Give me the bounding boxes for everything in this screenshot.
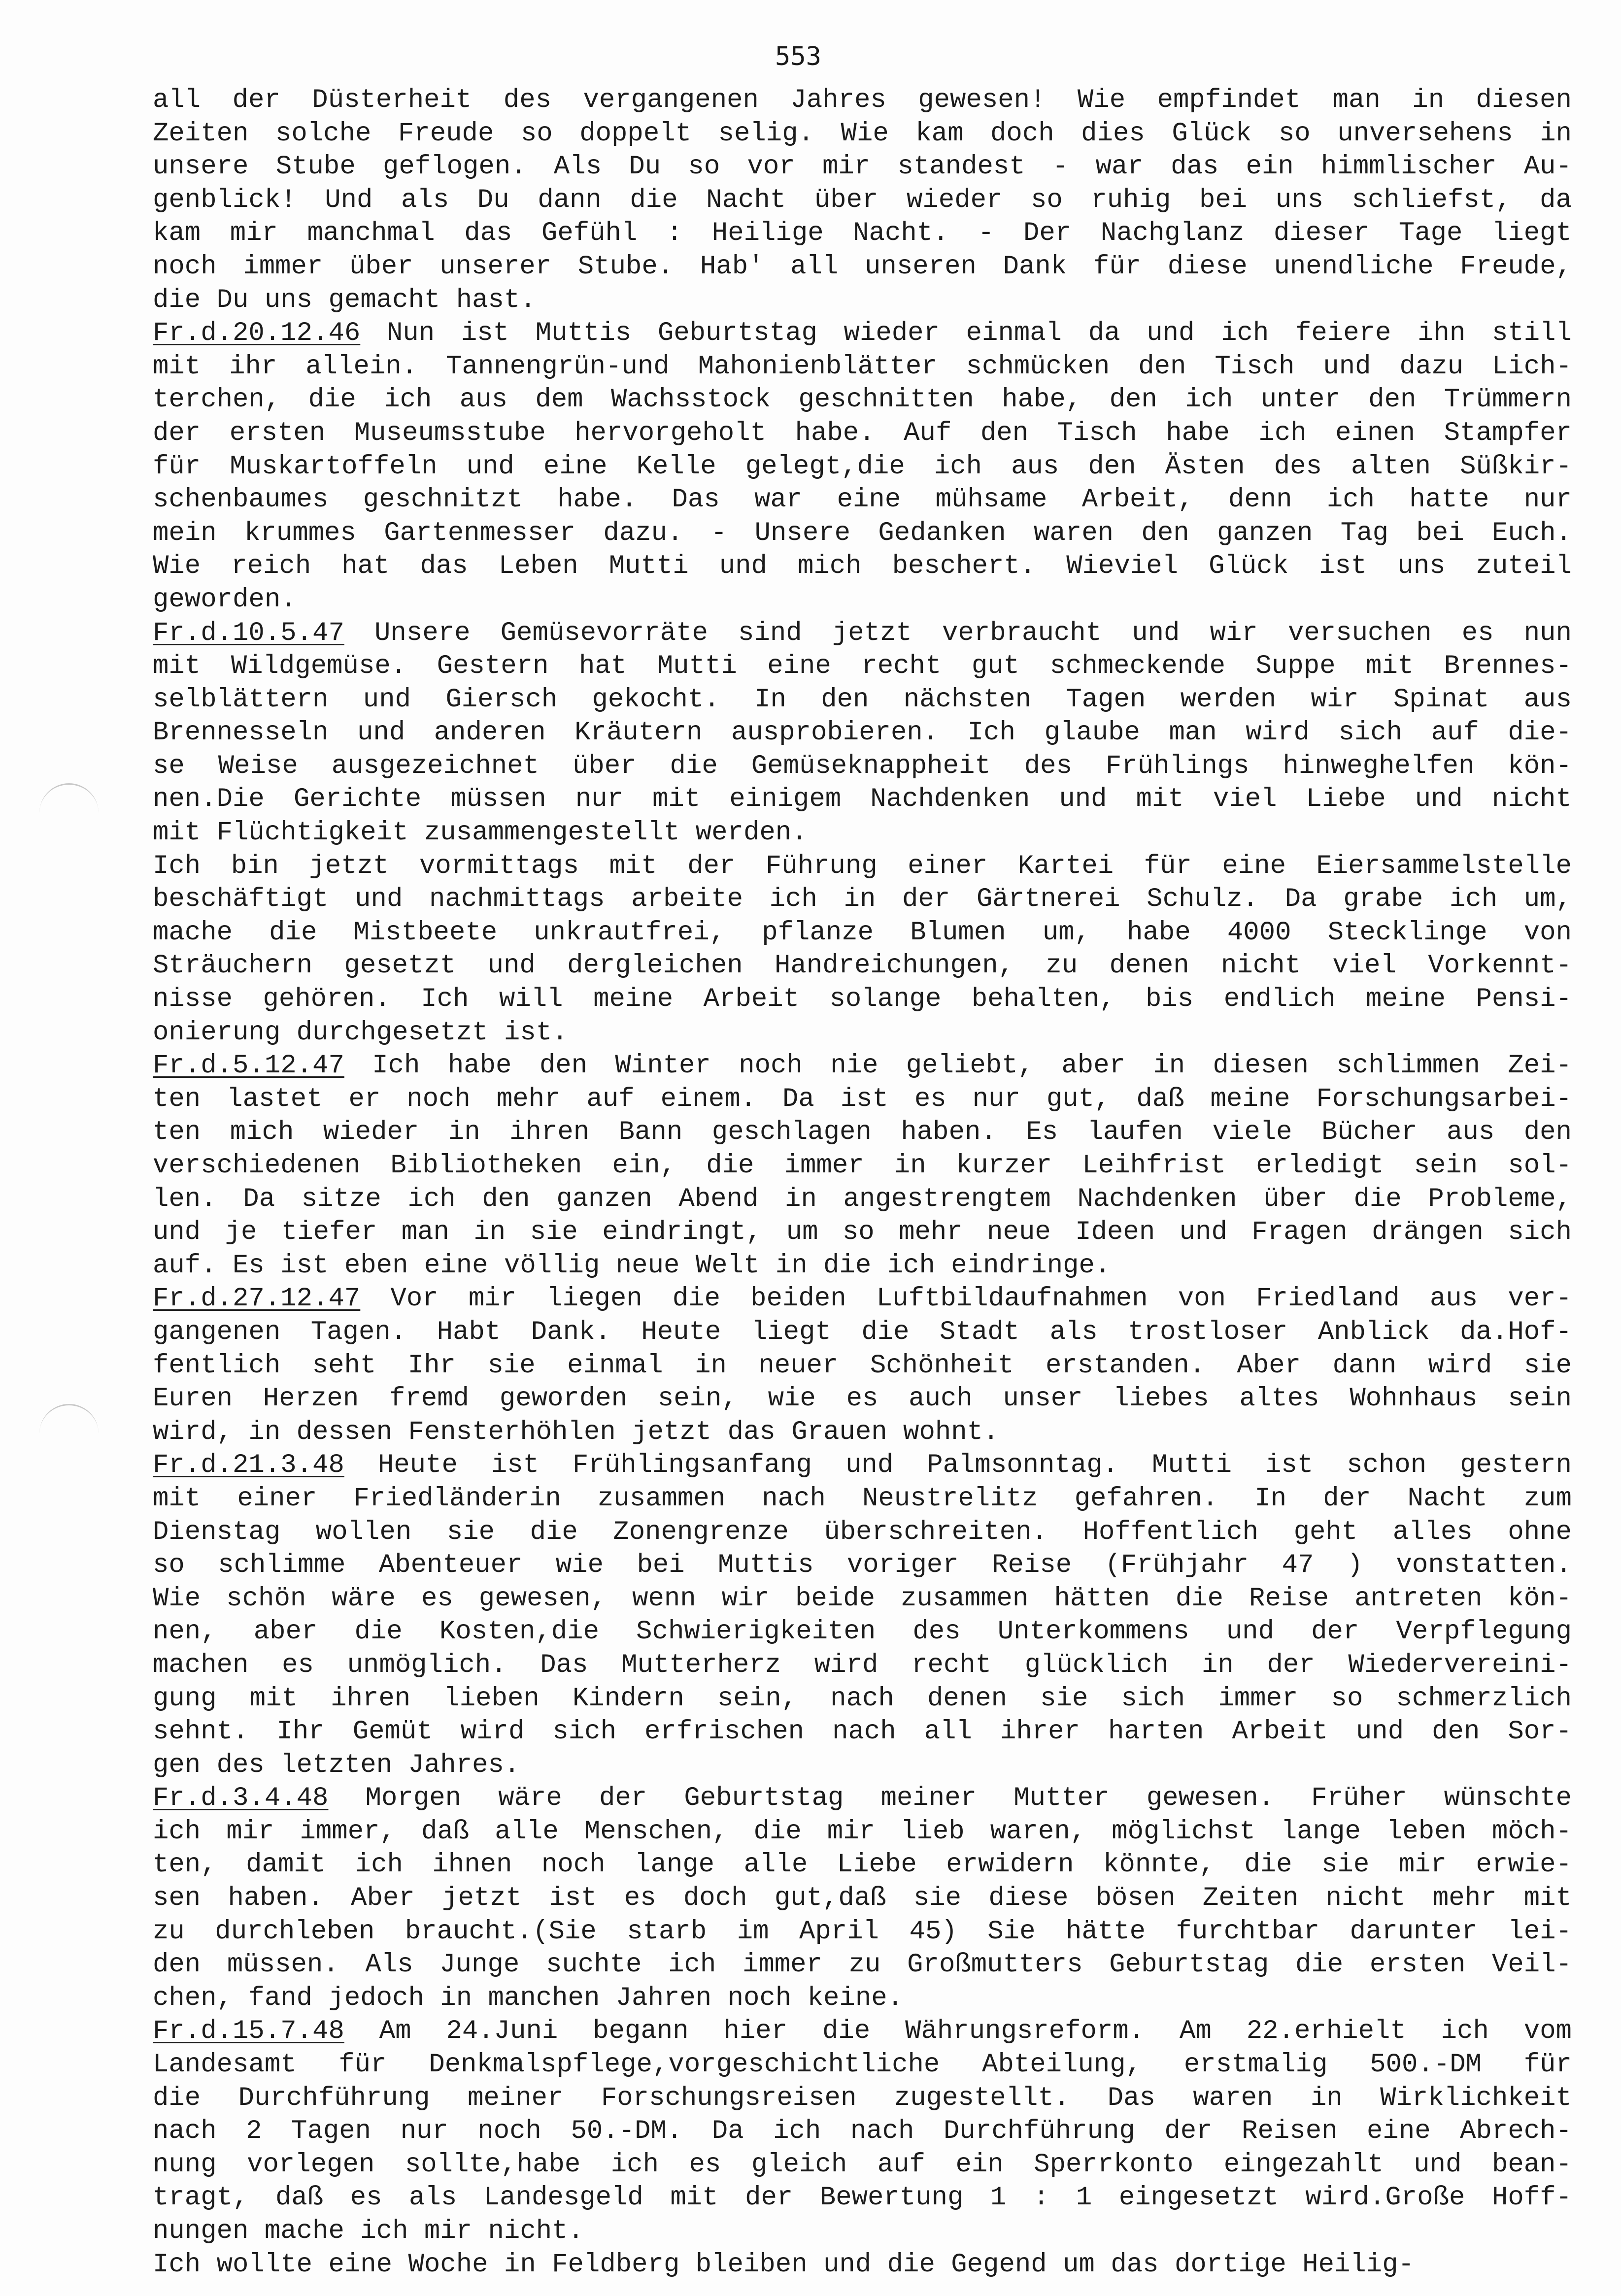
line-text: gen des letzten Jahres. [153, 1750, 520, 1780]
text-line [153, 450, 1572, 484]
text-line [153, 1882, 1572, 1915]
line-text: zu durchleben braucht.(Sie starb im April 45) Sie hätte furchtbar darunter lei- [153, 1916, 1572, 1947]
line-text: Wie reich hat das Leben Mutti und mich beschert. Wieviel Glück ist uns zuteil [153, 551, 1572, 582]
text-line [153, 1183, 1572, 1216]
text-line [153, 850, 1572, 883]
page-number: 553 [775, 42, 821, 71]
text-line [153, 1782, 1572, 1815]
line-text: für Muskartoffeln und eine Kelle gelegt,die ich aus den Ästen des alten Süßkir- [153, 451, 1572, 482]
text-line [153, 1049, 1572, 1083]
entry-date: Fr.d.20.12.46 [153, 318, 361, 349]
line-text: mit einer Friedländerin zusammen nach Neustrelitz gefahren. In der Nacht zum [153, 1483, 1572, 1514]
line-text: noch immer über unserer Stube. Hab' all unseren Dank für diese unendliche Freude, [153, 251, 1572, 282]
line-text: ten, damit ich ihnen noch lange alle Liebe erwidern könnte, die sie mir erwie- [153, 1850, 1572, 1880]
line-text: auf. Es ist eben eine völlig neue Welt in die ich eindringe. [153, 1250, 1111, 1281]
text-line [153, 1482, 1572, 1516]
text-line [153, 184, 1572, 217]
text-line [153, 650, 1572, 683]
line-text: Ich wollte eine Woche in Feldberg bleiben und die Gegend um das dortige Heilig- [153, 2249, 1415, 2280]
line-text: verschiedenen Bibliotheken ein, die immer in kurzer Leihfrist erledigt sein sol- [153, 1151, 1572, 1181]
line-text: ich mir immer, daß alle Menschen, die mir lieb waren, möglichst lange leben möch- [153, 1816, 1572, 1847]
line-text: mit Wildgemüse. Gestern hat Mutti eine recht gut schmeckende Suppe mit Brennes- [153, 651, 1572, 682]
text-line [153, 1549, 1572, 1582]
text-line [153, 2115, 1572, 2148]
punch-hole-mark [39, 783, 99, 814]
text-line [153, 1915, 1572, 1949]
text-line [153, 1948, 1572, 1982]
line-text: wird, in dessen Fensterhöhlen jetzt das Grauen wohnt. [153, 1417, 999, 1447]
text-line [153, 1083, 1572, 1116]
text-line [153, 284, 1572, 317]
text-line [153, 1715, 1572, 1749]
text-line [153, 1282, 1572, 1316]
text-line [153, 2148, 1572, 2182]
line-text: mein krummes Gartenmesser dazu. - Unsere Gedanken waren den ganzen Tag bei Euch. [153, 518, 1572, 548]
text-line [153, 983, 1572, 1016]
line-text: Brennesseln und anderen Kräutern ausprobieren. Ich glaube man wird sich auf die- [153, 718, 1572, 748]
text-line [153, 1216, 1572, 1249]
text-line [153, 683, 1572, 717]
line-text: Heute ist Frühlingsanfang und Palmsonntag. Mutti ist schon gestern [344, 1450, 1572, 1481]
line-text: nen, aber die Kosten,die Schwierigkeiten des Unterkommens und der Verpflegung [153, 1617, 1572, 1647]
line-text: so schlimme Abenteuer wie bei Muttis voriger Reise (Frühjahr 47 ) vonstatten. [153, 1550, 1572, 1581]
entry-date: Fr.d.3.4.48 [153, 1783, 329, 1814]
text-line [153, 1749, 1572, 1782]
line-text: der ersten Museumsstube hervorgeholt habe. Auf den Tisch habe ich einen Stampfer [153, 418, 1572, 448]
line-text: schenbaumes geschnitzt habe. Das war eine mühsame Arbeit, denn ich hatte nur [153, 485, 1572, 515]
text-line [153, 716, 1572, 750]
line-text: beschäftigt und nachmittags arbeite ich in der Gärtnerei Schulz. Da grabe ich um, [153, 884, 1572, 915]
line-text: Ich habe den Winter noch nie geliebt, aber in diesen schlimmen Zei- [344, 1051, 1572, 1081]
text-line [153, 1682, 1572, 1716]
line-text: selblättern und Giersch gekocht. In den nächsten Tagen werden wir Spinat aus [153, 684, 1572, 715]
text-line [153, 816, 1572, 850]
text-line [153, 417, 1572, 450]
line-text: Euren Herzen fremd geworden sein, wie es auch unser liebes altes Wohnhaus sein [153, 1384, 1572, 1414]
line-text: se Weise ausgezeichnet über die Gemüseknappheit des Frühlings hinweghelfen kön- [153, 751, 1572, 781]
punch-hole-mark [39, 1404, 99, 1435]
entry-date: Fr.d.5.12.47 [153, 1051, 344, 1081]
text-line [153, 1982, 1572, 2015]
text-line [153, 1116, 1572, 1149]
line-text: Landesamt für Denkmalspflege,vorgeschichtliche Abteilung, erstmalig 500.-DM für [153, 2050, 1572, 2080]
line-text: machen es unmöglich. Das Mutterherz wird recht glücklich in der Wiedervereini- [153, 1650, 1572, 1680]
text-line [153, 750, 1572, 783]
entry-date: Fr.d.15.7.48 [153, 2016, 344, 2047]
line-text: onierung durchgesetzt ist. [153, 1017, 568, 1048]
text-line [153, 883, 1572, 916]
line-text: Morgen wäre der Geburtstag meiner Mutter gewesen. Früher wünschte [328, 1783, 1572, 1814]
text-line [153, 1316, 1572, 1349]
line-text: chen, fand jedoch in manchen Jahren noch keine. [153, 1983, 904, 2013]
line-text: nach 2 Tagen nur noch 50.-DM. Da ich nach Durchführung der Reisen eine Abrech- [153, 2116, 1572, 2147]
line-text: fentlich seht Ihr sie einmal in neuer Schönheit erstanden. Aber dann wird sie [153, 1350, 1572, 1381]
text-line [153, 383, 1572, 417]
line-text: nungen mache ich mir nicht. [153, 2216, 584, 2246]
line-text: sen haben. Aber jetzt ist es doch gut,daß sie diese bösen Zeiten nicht mehr mit [153, 1883, 1572, 1914]
text-line [153, 583, 1572, 617]
line-text: nen.Die Gerichte müssen nur mit einigem Nachdenken und mit viel Liebe und nicht [153, 784, 1572, 815]
line-text: Zeiten solche Freude so doppelt selig. Wie kam doch dies Glück so unversehens in [153, 118, 1572, 149]
line-text: kam mir manchmal das Gefühl : Heilige Nacht. - Der Nachglanz dieser Tage liegt [153, 218, 1572, 249]
line-text: nung vorlegen sollte,habe ich es gleich auf ein Sperrkonto eingezahlt und bean- [153, 2149, 1572, 2180]
text-line [153, 1382, 1572, 1416]
line-text: geworden. [153, 584, 297, 615]
text-line [153, 1815, 1572, 1849]
diary-text [153, 84, 1572, 2281]
line-text: Unsere Gemüsevorräte sind jetzt verbraucht und wir versuchen es nun [344, 618, 1572, 648]
text-line [153, 217, 1572, 250]
line-text: den müssen. Als Junge suchte ich immer zu Großmutters Geburtstag die ersten Veil- [153, 1950, 1572, 1980]
text-line [153, 550, 1572, 583]
line-text: Ich bin jetzt vormittags mit der Führung einer Kartei für eine Eiersammelstelle [153, 851, 1572, 881]
text-line [153, 1582, 1572, 1616]
text-line [153, 1016, 1572, 1050]
line-text: tragt, daß es als Landesgeld mit der Bewertung 1 : 1 eingesetzt wird.Große Hoff- [153, 2183, 1572, 2213]
line-text: Vor mir liegen die beiden Luftbildaufnahmen von Friedland aus ver- [360, 1284, 1572, 1314]
line-text: mit Flüchtigkeit zusammengestellt werden. [153, 818, 808, 848]
line-text: Dienstag wollen sie die Zonengrenze überschreiten. Hoffentlich geht alles ohne [153, 1517, 1572, 1547]
line-text: ten lastet er noch mehr auf einem. Da ist es nur gut, daß meine Forschungsarbei- [153, 1084, 1572, 1114]
entry-date: Fr.d.27.12.47 [153, 1284, 361, 1314]
text-line [153, 949, 1572, 983]
line-text: genblick! Und als Du dann die Nacht über wieder so ruhig bei uns schliefst, da [153, 185, 1572, 215]
line-text: gung mit ihren lieben Kindern sein, nach denen sie sich immer so schmerzlich [153, 1683, 1572, 1714]
text-line [153, 1516, 1572, 1549]
entry-date: Fr.d.21.3.48 [153, 1450, 344, 1481]
text-line [153, 84, 1572, 117]
line-text: und je tiefer man in sie eindringt, um so mehr neue Ideen und Fragen drängen sich [153, 1217, 1572, 1248]
line-text: Wie schön wäre es gewesen, wenn wir beide zusammen hätten die Reise antreten kön- [153, 1583, 1572, 1614]
text-line [153, 783, 1572, 816]
line-text: sehnt. Ihr Gemüt wird sich erfrischen nach all ihrer harten Arbeit und den Sor- [153, 1717, 1572, 1747]
text-line [153, 1649, 1572, 1682]
text-line [153, 2181, 1572, 2215]
text-line [153, 1449, 1572, 1482]
text-line [153, 1416, 1572, 1449]
text-line [153, 1615, 1572, 1649]
text-line [153, 350, 1572, 384]
text-line [153, 916, 1572, 950]
line-text: die Du uns gemacht hast. [153, 285, 536, 315]
text-line [153, 117, 1572, 151]
text-line [153, 1848, 1572, 1882]
line-text: mit ihr allein. Tannengrün-und Mahonienblätter schmücken den Tisch und dazu Lich- [153, 351, 1572, 382]
text-line [153, 2015, 1572, 2048]
line-text: die Durchführung meiner Forschungsreisen zugestellt. Das waren in Wirklichkeit [153, 2083, 1572, 2113]
entry-date: Fr.d.10.5.47 [153, 618, 344, 648]
text-line [153, 150, 1572, 184]
text-line [153, 2048, 1572, 2082]
text-line [153, 517, 1572, 550]
text-line [153, 2082, 1572, 2115]
text-line [153, 1249, 1572, 1283]
line-text: len. Da sitze ich den ganzen Abend in angestrengtem Nachdenken über die Probleme, [153, 1184, 1572, 1214]
text-line [153, 250, 1572, 284]
text-line [153, 2248, 1572, 2282]
line-text: mache die Mistbeete unkrautfrei, pflanze Blumen um, habe 4000 Stecklinge von [153, 917, 1572, 948]
text-line [153, 2215, 1572, 2248]
line-text: gangenen Tagen. Habt Dank. Heute liegt die Stadt als trostloser Anblick da.Hof- [153, 1317, 1572, 1347]
line-text: Nun ist Muttis Geburtstag wieder einmal da und ich feiere ihn still [360, 318, 1572, 349]
line-text: Am 24.Juni begann hier die Währungsreform. Am 22.erhielt ich vom [344, 2016, 1572, 2047]
line-text: unsere Stube geflogen. Als Du so vor mir standest - war das ein himmlischer Au- [153, 152, 1572, 182]
text-line [153, 1149, 1572, 1183]
line-text: all der Düsterheit des vergangenen Jahres gewesen! Wie empfindet man in diesen [153, 85, 1572, 115]
line-text: nisse gehören. Ich will meine Arbeit solange behalten, bis endlich meine Pensi- [153, 984, 1572, 1015]
text-line [153, 617, 1572, 650]
line-text: Sträuchern gesetzt und dergleichen Handreichungen, zu denen nicht viel Vorkennt- [153, 951, 1572, 981]
text-line [153, 1349, 1572, 1383]
text-line [153, 483, 1572, 517]
line-text: terchen, die ich aus dem Wachsstock geschnitten habe, den ich unter den Trümmern [153, 385, 1572, 415]
text-line [153, 317, 1572, 350]
line-text: ten mich wieder in ihren Bann geschlagen haben. Es laufen viele Bücher aus den [153, 1117, 1572, 1148]
